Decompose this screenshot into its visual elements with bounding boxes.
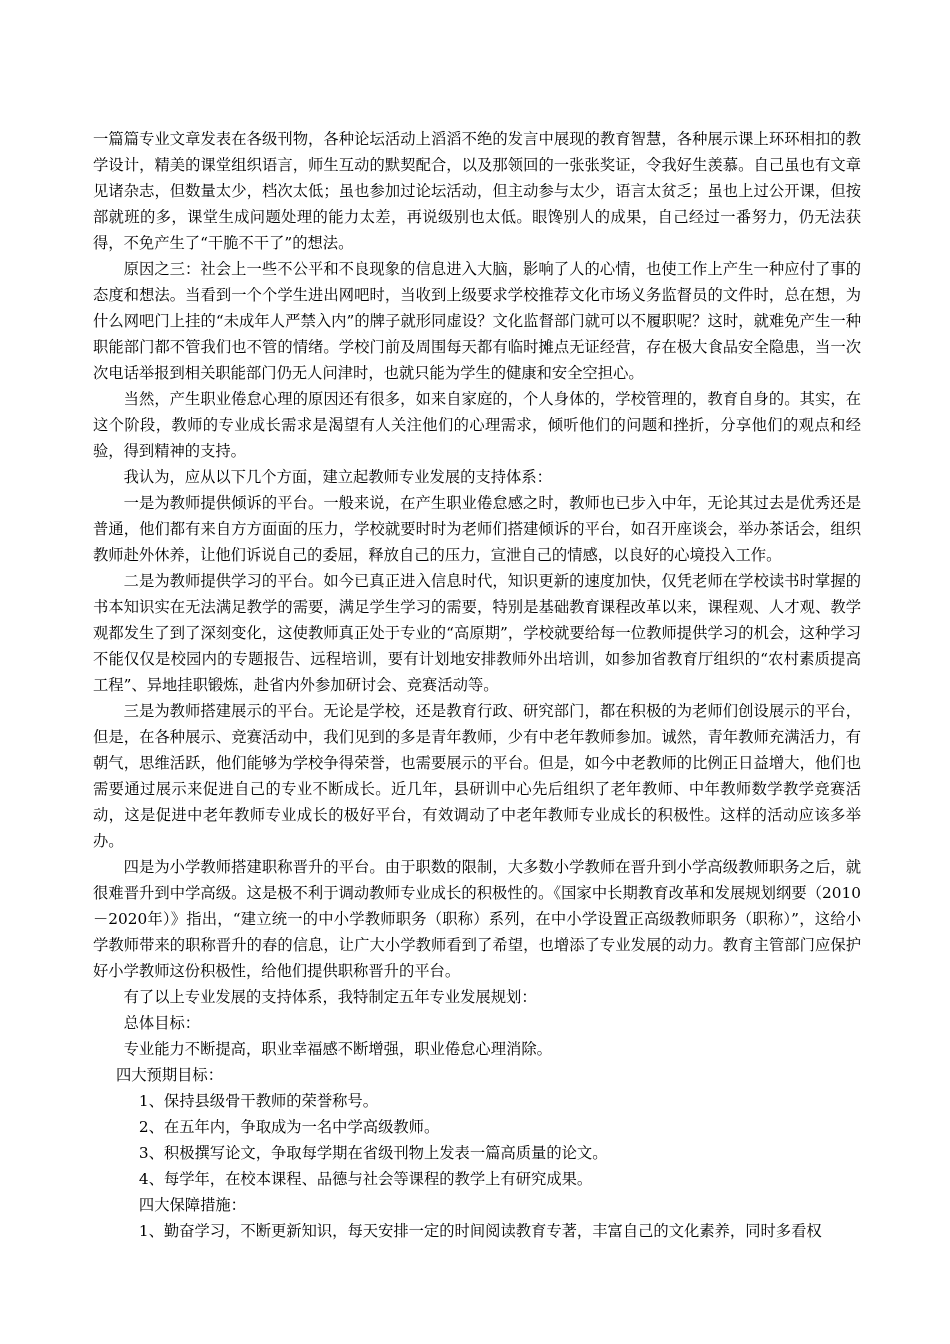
heading-safeguard-measures: 四大保障措施： (138, 1196, 246, 1214)
paragraph-overall-goal: 专业能力不断提高，职业幸福感不断增强，职业倦怠心理消除。 (123, 1040, 552, 1058)
heading-expected-goals: 四大预期目标： (115, 1066, 224, 1084)
paragraph-platform-confide: 一是为教师提供倾诉的平台。一般来说，在产生职业倦怠感之时，教师也已步入中年，无论其过去是优秀还是普通，他们都有来自方方面面的压力，学校就要时时为老师们搭建倾诉的平台，如召开座谈会，举办茶话会，组织教师赴外休养，让他们诉说自己的委屈，释放自己的压力，宣泄自己的情感，以良好的心境投入工作。 (93, 494, 861, 564)
paragraph-platform-learning: 二是为教师提供学习的平台。如今已真正进入信息时代，知识更新的速度加快，仅凭老师在学校读书时掌握的书本知识实在无法满足教学的需要，满足学生学习的需要，特别是基础教育课程改革以来，课程观、人才观、教学观都发生了到了深刻变化，这使教师真正处于专业的“高原期”，学校就要给每一位教师提供学习的机会，这种学习不能仅仅是校园内的专题报告、远程培训，要有计划地安排教师外出培训，如参加省教育厅组织的“农村素质提高工程”、异地挂职锻炼，赴省内外参加研讨会、竞赛活动等。 (93, 572, 861, 694)
document-body (93, 126, 861, 1244)
paragraph-platform-showcase: 三是为教师搭建展示的平台。无论是学校，还是教育行政、研究部门，都在积极的为老师们创设展示的平台，但是，在各种展示、竞赛活动中，我们见到的多是青年教师，少有中老年教师参加。诚然，青年教师充满活力，有朝气，思维活跃，他们能够为学校争得荣誉，也需要展示的平台。但是，如今中老教师的比例正日益增大，他们也需要通过展示来促进自己的专业不断成长。近几年，县研训中心先后组织了老年教师、中年教师数学教学竞赛活动，这是促进中老年教师专业成长的极好平台，有效调动了中老年教师专业成长的积极性。这样的活动应该多举办。 (93, 702, 861, 850)
paragraph-plan-intro: 有了以上专业发展的支持体系，我特制定五年专业发展规划： (123, 988, 537, 1006)
paragraph-intro-continued: 一篇篇专业文章发表在各级刊物，各种论坛活动上滔滔不绝的发言中展现的教育智慧，各种展示课上环环相扣的教学设计，精美的课堂组织语言，师生互动的默契配合，以及那领回的一张张奖证，令我好生羡慕。自己虽也有文章见诸杂志，但数量太少，档次太低；虽也参加过论坛活动，但主动参与太少，语言太贫乏；虽也上过公开课，但按部就班的多，课堂生成问题处理的能力太差，再说级别也太低。眼馋别人的成果，自己经过一番努力，仍无法获得，不免产生了“干脆不干了”的想法。 (93, 130, 861, 252)
list-item-goal-2: 2、在五年内，争取成为一名中学高级教师。 (138, 1118, 440, 1136)
list-item-goal-4: 4、每学年，在校本课程、品德与社会等课程的教学上有研究成果。 (138, 1170, 593, 1188)
list-item-measure-1: 1、勤奋学习，不断更新知识，每天安排一定的时间阅读教育专著，丰富自己的文化素养，同时多看权 (138, 1222, 822, 1240)
paragraph-support-system-intro: 我认为，应从以下几个方面，建立起教师专业发展的支持体系： (123, 468, 552, 486)
paragraph-other-reasons: 当然，产生职业倦怠心理的原因还有很多，如来自家庭的，个人身体的，学校管理的，教育自身的。其实，在这个阶段，教师的专业成长需求是渴望有人关注他们的心理需求，倾听他们的问题和挫折，分享他们的观点和经验，得到精神的支持。 (93, 390, 861, 460)
paragraph-platform-promotion: 四是为小学教师搭建职称晋升的平台。由于职数的限制，大多数小学教师在晋升到小学高级教师职务之后，就很难晋升到中学高级。这是极不利于调动教师专业成长的积极性的。《国家中长期教育改革和发展规划纲要（2010－2020年）》指出，“建立统一的中小学教师职务（职称）系列，在中小学设置正高级教师职务（职称）”，这给小学教师带来的职称晋升的春的信息，让广大小学教师看到了希望，也增添了专业发展的动力。教育主管部门应保护好小学教师这份积极性，给他们提供职称晋升的平台。 (93, 858, 861, 980)
heading-overall-goal: 总体目标： (123, 1014, 201, 1032)
list-item-goal-1: 1、保持县级骨干教师的荣誉称号。 (138, 1092, 379, 1110)
list-item-goal-3: 3、积极撰写论文，争取每学期在省级刊物上发表一篇高质量的论文。 (138, 1144, 608, 1162)
paragraph-reason-three: 原因之三：社会上一些不公平和不良现象的信息进入大脑，影响了人的心情，也使工作上产生一种应付了事的态度和想法。当看到一个个学生进出网吧时，当收到上级要求学校推荐文化市场义务监督员的文件时，总在想，为什么网吧门上挂的“未成年人严禁入内”的牌子就形同虚设？文化监督部门就可以不履职呢？这时，就难免产生一种职能部门都不管我们也不管的情绪。学校门前及周围每天都有临时摊点无证经营，存在极大食品安全隐患，当一次次电话举报到相关职能部门仍无人问津时，也就只能为学生的健康和安全空担心。 (93, 260, 861, 382)
